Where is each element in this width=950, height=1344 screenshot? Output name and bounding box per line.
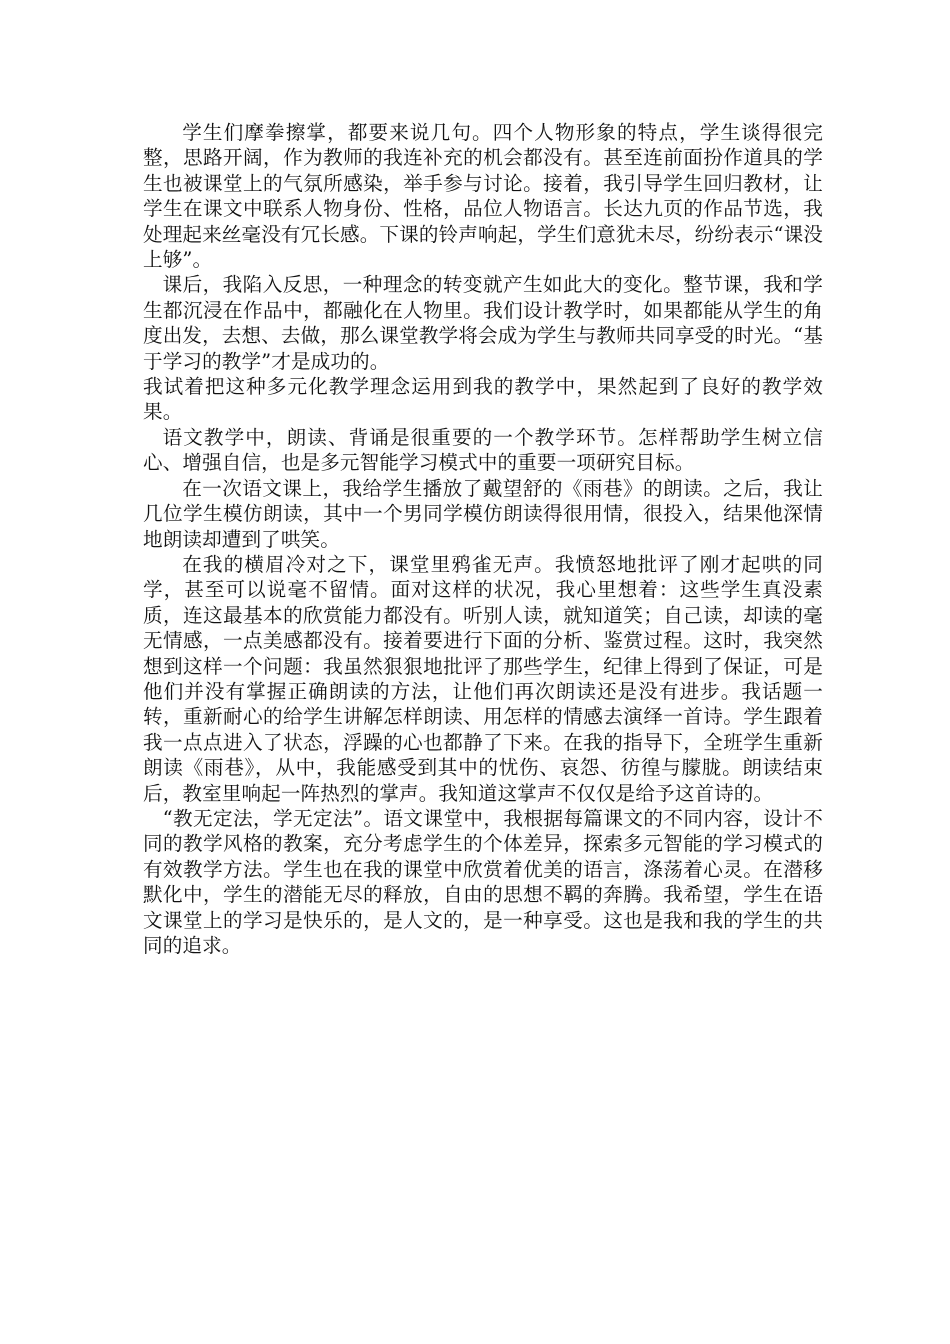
paragraph-rain-alley-lesson: 在一次语文课上，我给学生播放了戴望舒的《雨巷》的朗读。之后，我让几位学生模仿朗读，其中一个男同学模仿朗读得很用情，很投入，结果他深情地朗读却遭到了哄笑。 bbox=[143, 476, 823, 551]
paragraph-application: 我试着把这种多元化教学理念运用到我的教学中，果然起到了良好的教学效果。 bbox=[143, 375, 823, 424]
paragraph-reading-goal: 语文教学中，朗读、背诵是很重要的一个教学环节。怎样帮助学生树立信心、增强自信，也是多元智能学习模式中的重要一项研究目标。 bbox=[143, 425, 823, 475]
paragraph-reflection: 课后，我陷入反思，一种理念的转变就产生如此大的变化。整节课，我和学生都沉浸在作品中，都融化在人物里。我们设计教学时，如果都能从学生的角度出发，去想、去做，那么课堂教学将会成为学生与教师共同享受的时光。“基于学习的教学”才是成功的。 bbox=[143, 273, 823, 373]
paragraph-criticism-and-guidance: 在我的横眉冷对之下，课堂里鸦雀无声。我愤怒地批评了刚才起哄的同学，甚至可以说毫不留情。面对这样的状况，我心里想着：这些学生真没素质，连这最基本的欣赏能力都没有。听别人读，就知道笑；自己读，却读的毫无情感，一点美感都没有。接着要进行下面的分析、鉴赏过程。这时，我突然想到这样一个问题：我虽然狠狠地批评了那些学生，纪律上得到了保证，可是他们并没有掌握正确朗读的方法，让他们再次朗读还是没有进步。我话题一转，重新耐心的给学生讲解怎样朗读、用怎样的情感去演绎一首诗。学生跟着我一点点进入了状态，浮躁的心也都静了下来。在我的指导下，全班学生重新朗读《雨巷》，从中，我能感受到其中的忧伤、哀怨、彷徨与朦胧。朗读结束后，教室里响起一阵热烈的掌声。我知道这掌声不仅仅是给予这首诗的。 bbox=[143, 552, 823, 805]
paragraph-classroom-discussion: 学生们摩拳擦掌，都要来说几句。四个人物形象的特点，学生谈得很完整，思路开阔，作为教师的我连补充的机会都没有。甚至连前面扮作道具的学生也被课堂上的气氛所感染，举手参与讨论。接着，我引导学生回归教材，让学生在课文中联系人物身份、性格，品位人物语言。长达九页的作品节选，我处理起来丝毫没有冗长感。下课的铃声响起，学生们意犹未尽，纷纷表示“课没上够”。 bbox=[143, 121, 823, 272]
body-text bbox=[143, 120, 823, 958]
paragraph-conclusion: “教无定法，学无定法”。语文课堂中，我根据每篇课文的不同内容，设计不同的教学风格的教案，充分考虑学生的个体差异，探索多元智能的学习模式的有效教学方法。学生也在我的课堂中欣赏着优美的语言，涤荡着心灵。在潜移默化中，学生的潜能无尽的释放，自由的思想不羁的奔腾。我希望，学生在语文课堂上的学习是快乐的，是人文的，是一种享受。这也是我和我的学生的共同的追求。 bbox=[143, 806, 823, 957]
